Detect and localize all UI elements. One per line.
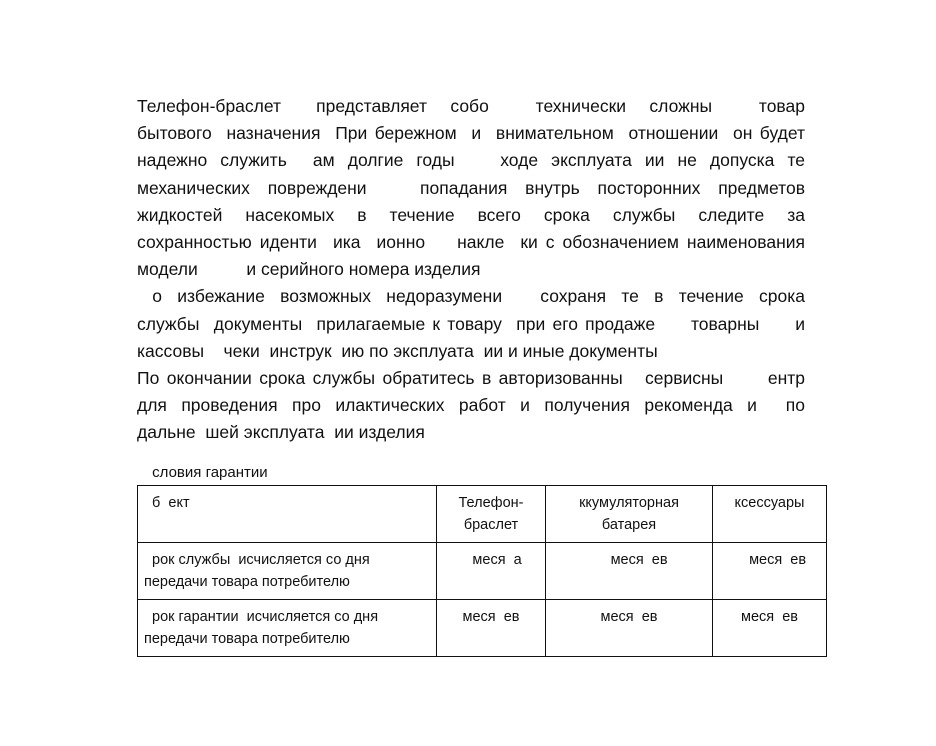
table-header-row <box>138 486 827 543</box>
row-label: рок гарантии исчисляется со дня передачи товара потребителю <box>138 600 437 657</box>
text-line: жидкостей насекомых в течение всего срока службы следите за <box>137 204 805 225</box>
table-cell: меся ев <box>546 600 713 657</box>
paragraph <box>137 93 805 447</box>
table-cell: меся ев <box>713 600 827 657</box>
table-row <box>138 600 827 657</box>
table-cell: меся ев <box>437 600 546 657</box>
table-row <box>138 543 827 600</box>
text-line: надежно служить ам долгие годы ходе эксплуата ии не допуска те <box>137 150 805 171</box>
table-cell: меся ев <box>546 543 713 600</box>
header-cell-accessories: ксессуары <box>713 486 827 543</box>
text-line: По окончании срока службы обратитесь в авторизованны сервисны ентр <box>137 368 805 389</box>
row-label: рок службы исчисляется со дня передачи товара потребителю <box>138 543 437 600</box>
text-line: службы документы прилагаемые к товару при его продаже товарны и <box>137 313 805 334</box>
text-line: механических повреждени попадания внутрь посторонних предметов <box>137 177 805 198</box>
table-cell: меся а <box>437 543 546 600</box>
text-line: модели и серийного номера изделия <box>137 259 481 280</box>
text-line: дальне шей эксплуата ии изделия <box>137 422 425 443</box>
text-line: кассовы чеки инструк ию по эксплуата ии и иные документы <box>137 340 658 361</box>
text-line: сохранностью иденти ика ионно накле ки с обозначением наименования <box>137 232 805 253</box>
header-cell-battery: ккумуляторная батарея <box>546 486 713 543</box>
body-text <box>137 93 805 447</box>
warranty-table <box>137 485 827 657</box>
text-line: бытового назначения При бережном и внимательном отношении он будет <box>137 123 805 144</box>
text-line: для проведения про илактических работ и получения рекоменда и по <box>137 395 805 416</box>
header-cell-phone: Телефон- браслет <box>437 486 546 543</box>
table-caption: словия гарантии <box>148 464 268 481</box>
text-line: о избежание возможных недоразумени сохраня те в течение срока <box>137 286 805 307</box>
header-cell-object: б ект <box>138 486 437 543</box>
text-line: Телефон-браслет представляет собо технически сложны товар <box>137 96 805 116</box>
table-cell: меся ев <box>713 543 827 600</box>
